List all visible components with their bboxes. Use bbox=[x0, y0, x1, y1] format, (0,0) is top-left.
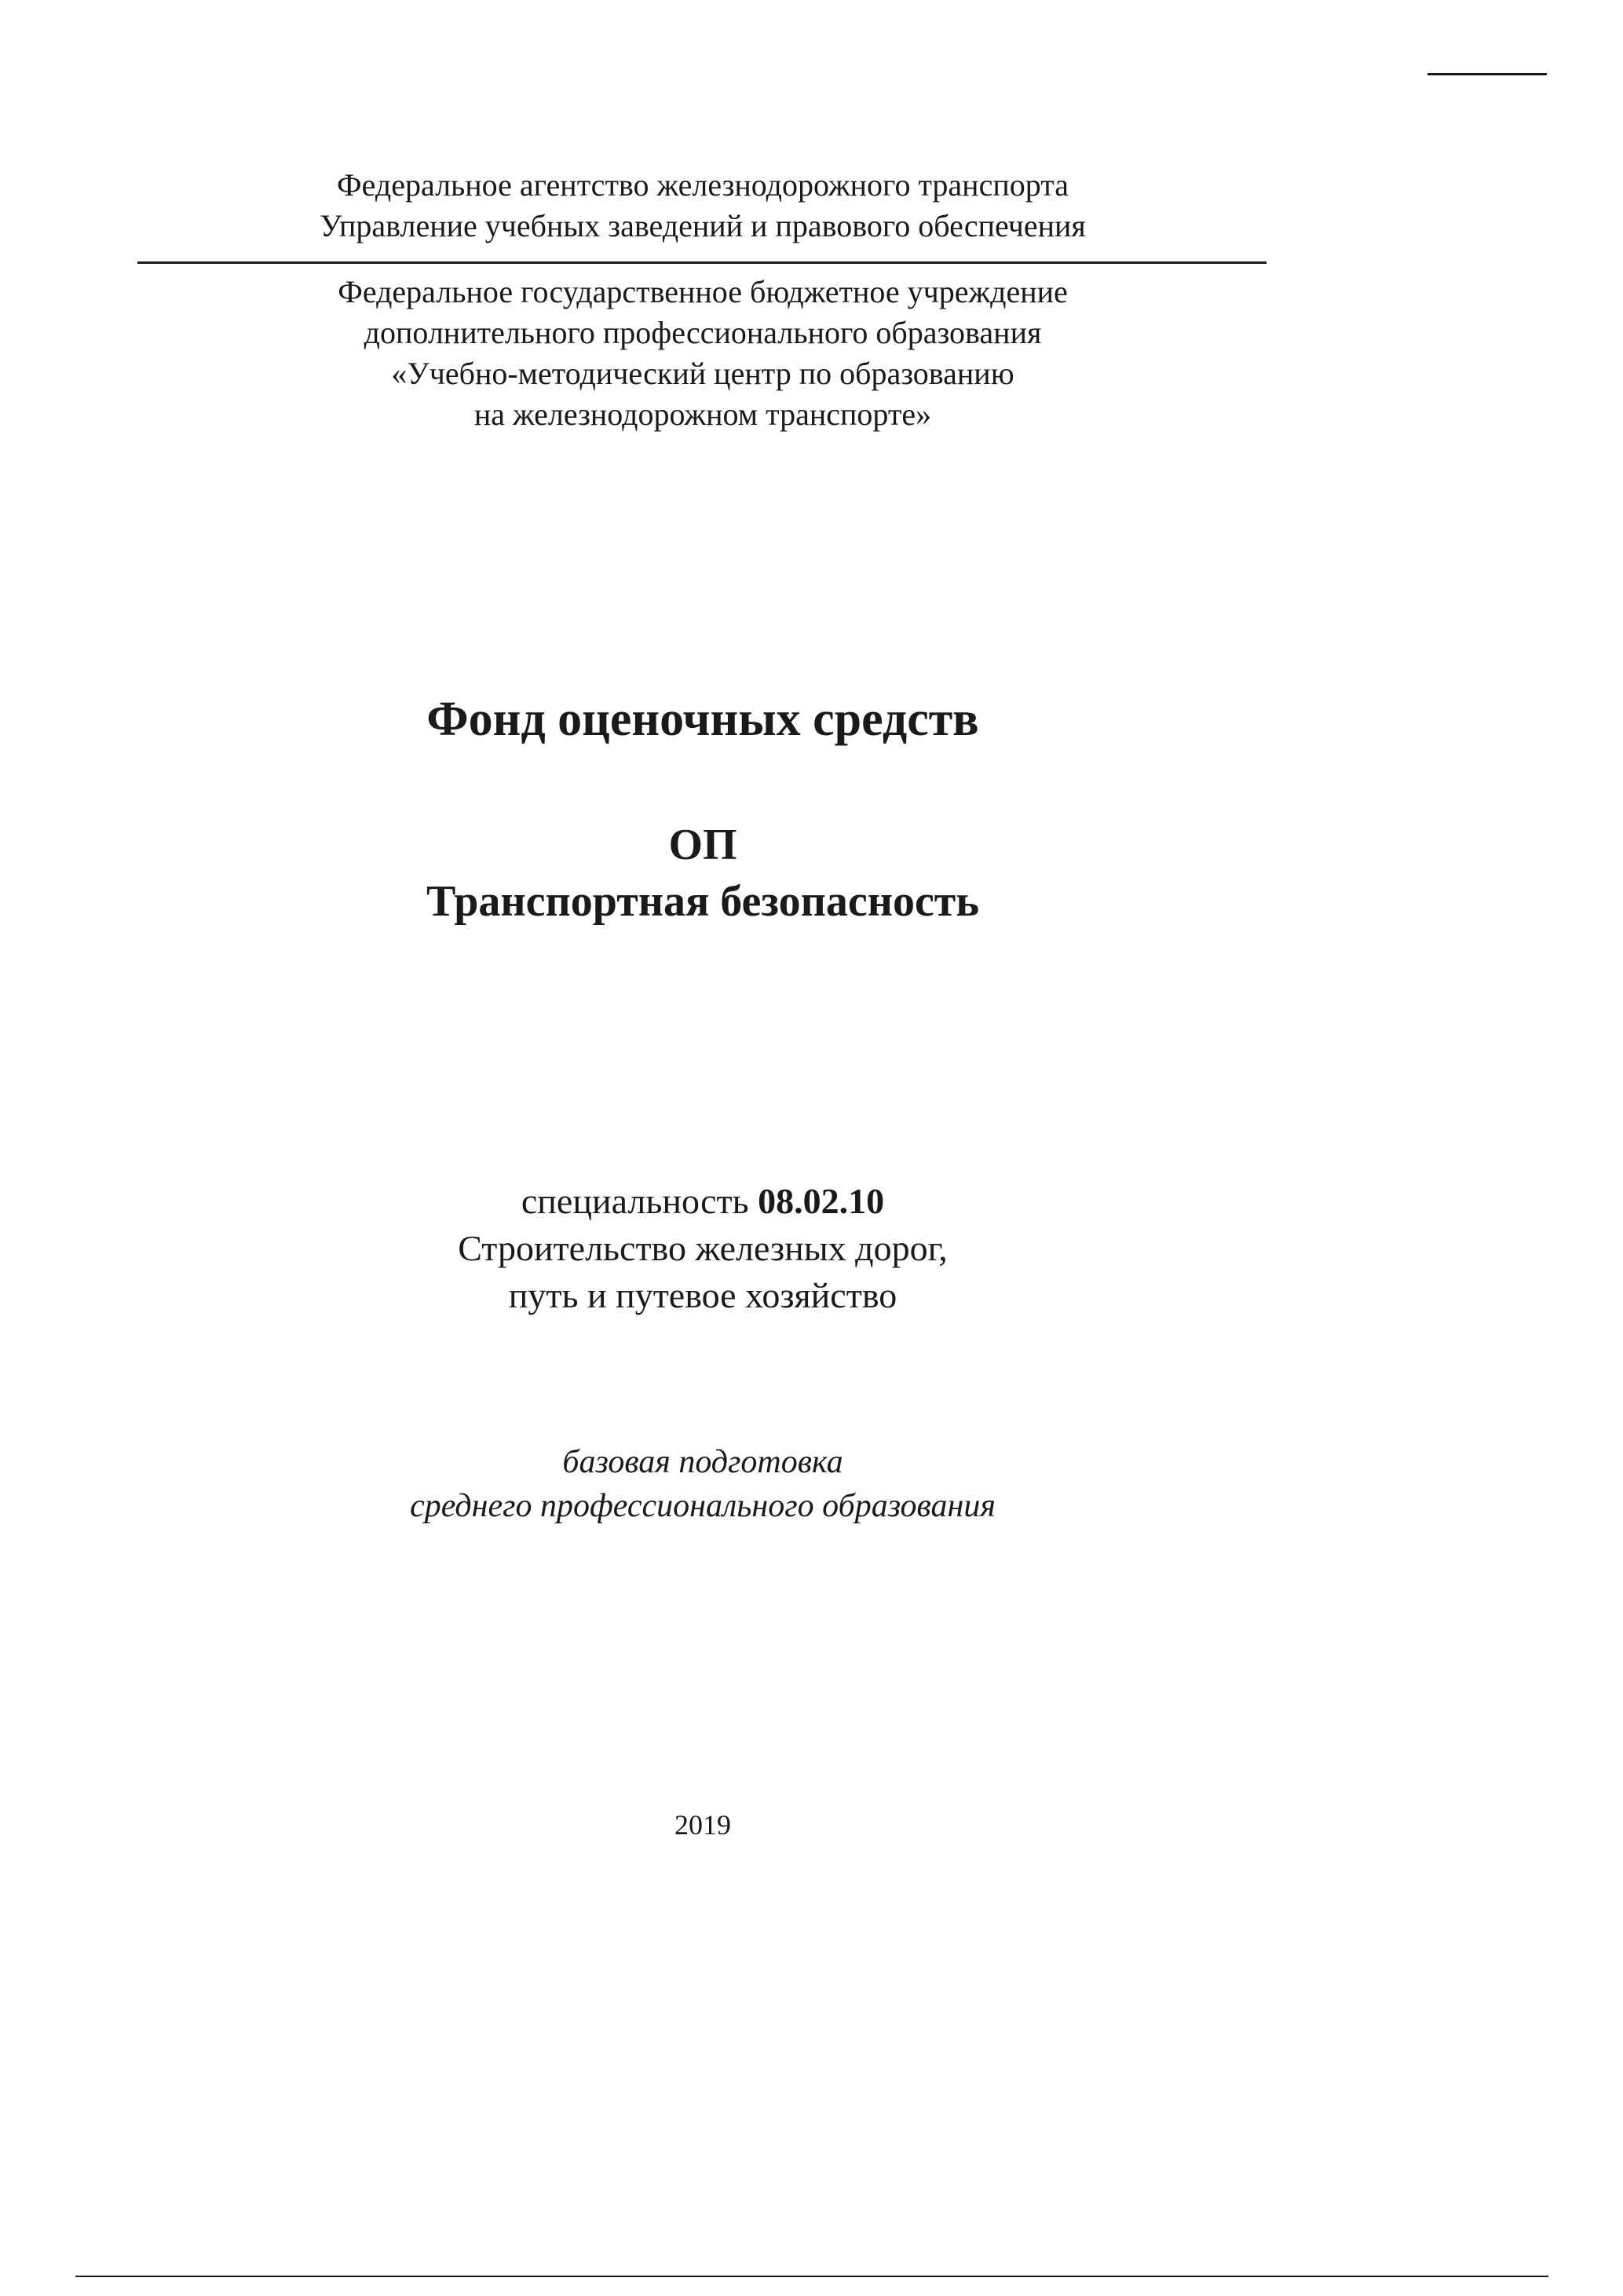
specialty-code: 08.02.10 bbox=[758, 1181, 885, 1221]
subject-block bbox=[137, 817, 1268, 930]
document-title: Фонд оценочных средств bbox=[426, 693, 979, 746]
top-right-rule bbox=[1427, 73, 1547, 75]
specialty-line bbox=[137, 1178, 1268, 1225]
institution-line-3: «Учебно-методический центр по образованию bbox=[391, 356, 1014, 391]
specialty-name-line-1: Строительство железных дорог, bbox=[458, 1228, 948, 1268]
publication-year: 2019 bbox=[674, 1809, 731, 1841]
subject-name: Транспортная безопасность bbox=[426, 877, 979, 926]
institution-line-4: на железнодорожном транспорте» bbox=[473, 397, 932, 432]
department-name: Управление учебных заведений и правового обеспечения bbox=[320, 208, 1086, 243]
specialty-prefix: специальность bbox=[521, 1181, 749, 1221]
institution-block bbox=[137, 272, 1268, 435]
training-level-block bbox=[137, 1440, 1268, 1528]
subject-code: ОП bbox=[668, 821, 737, 869]
specialty-block bbox=[137, 1178, 1268, 1319]
training-level-line-1: базовая подготовка bbox=[562, 1444, 843, 1480]
specialty-name-line-2: путь и путевое хозяйство bbox=[508, 1275, 897, 1315]
institution-line-2: дополнительного профессионального образования bbox=[364, 315, 1042, 350]
header-block bbox=[137, 165, 1268, 247]
header-divider bbox=[137, 261, 1267, 264]
training-level-line-2: среднего профессионального образования bbox=[410, 1488, 996, 1524]
institution-line-1: Федеральное государственное бюджетное учреждение bbox=[338, 274, 1068, 309]
agency-name: Федеральное агентство железнодорожного транспорта bbox=[337, 167, 1069, 203]
bottom-rule bbox=[75, 2276, 1548, 2277]
